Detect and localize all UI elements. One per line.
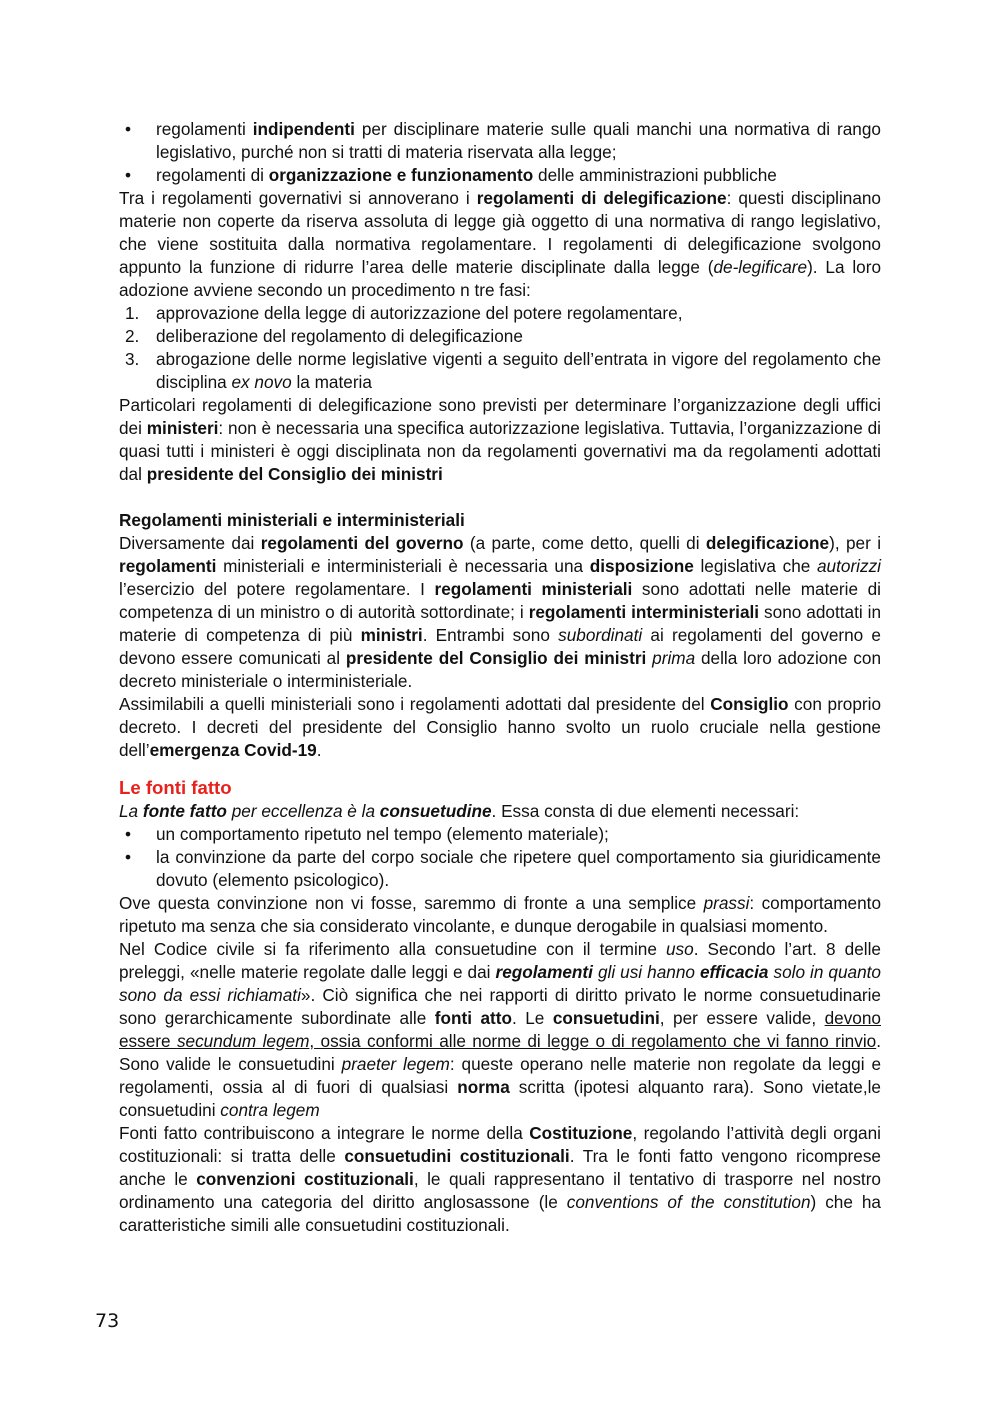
page-body — [119, 118, 881, 1237]
section-title-ministerial: Regolamenti ministeriali e interministeriali — [119, 510, 465, 530]
page-number: 73 — [95, 1310, 120, 1332]
custom-elements-list — [119, 823, 881, 892]
procedure-steps-list — [119, 302, 881, 394]
list-item: • regolamenti indipendenti per disciplinare materie sulle quali manchi una normativa di rango legislativo, purché non si tratti di materia riservata alla legge; — [119, 118, 881, 164]
paragraph-delegification: Tra i regolamenti governativi si annoverano i regolamenti di delegificazione: questi disciplinano materie non coperte da riserva assoluta di legge già oggetto di una normativa di rango legislativo, che viene sostituita dalla normativa regolamentare. I regolamenti di delegificazione svolgono appunto la funzione di ridurre l’area delle materie disciplinate dalla legge (de-legificare). La loro adozione avviene secondo un procedimento n tre fasi: — [119, 188, 882, 300]
section-title-fonti-fatto: Le fonti fatto — [119, 777, 232, 798]
list-item: • un comportamento ripetuto nel tempo (elemento materiale); — [119, 823, 881, 846]
list-item: 1. approvazione della legge di autorizzazione del potere regolamentare, — [125, 303, 683, 323]
independent-regulations-list — [119, 118, 881, 187]
paragraph-ministerial: Diversamente dai regolamenti del governo (a parte, come detto, quelli di delegificazione), per i regolamenti ministeriali e interministeriali è necessaria una disposizione legislativa che autorizzi l’esercizio del potere regolamentare. I regolamenti ministeriali sono adottati nelle materie di competenza di un ministro o di autorità sottordinate; i regolamenti interministeriali sono adottati in materie di competenza di più ministri. Entrambi sono subordinati ai regolamenti del governo e devono essere comunicati al presidente del Consiglio dei ministri prima della loro adozione con decreto ministeriale o interministeriale. — [119, 533, 882, 691]
list-item: • la convinzione da parte del corpo sociale che ripetere quel comportamento sia giuridicamente dovuto (elemento psicologico). — [119, 846, 881, 892]
list-item: • regolamenti di organizzazione e funzionamento delle amministrazioni pubbliche — [119, 164, 881, 187]
paragraph-constitutional-customs: Fonti fatto contribuiscono a integrare le norme della Costituzione, regolando l’attività degli organi costituzionali: si tratta delle consuetudini costituzionali. Tra le fonti fatto vengono ricomprese anche le convenzioni costituzionali, le quali rappresentano il tentativo di trasporre nel nostro ordinamento una categoria del diritto anglosassone (le conventions of the constitution) che ha caratteristiche simili alle consuetudini costituzionali. — [119, 1123, 881, 1235]
paragraph-council-decrees: Assimilabili a quelli ministeriali sono i regolamenti adottati dal presidente del Consiglio con proprio decreto. I decreti del presidente del Consiglio hanno svolto un ruolo cruciale nella gestione dell’emergenza Covid-19. — [119, 694, 882, 760]
list-item: 2. deliberazione del regolamento di delegificazione — [125, 326, 523, 346]
paragraph-civil-code: Nel Codice civile si fa riferimento alla consuetudine con il termine uso. Secondo l’art. 8 delle preleggi, «nelle materie regolate dalle leggi e dai regolamenti gli usi hanno efficacia solo in quanto sono da essi richiamati». Ciò significa che nei rapporti di diritto privato le norme consuetudinarie sono gerarchicamente subordinate alle fonti atto. Le consuetudini, per essere valide, devono essere secundum legem, ossia conformi alle norme di legge o di regolamento che vi fanno rinvio. Sono valide le consuetudini praeter legem: queste operano nelle materie non regolate da leggi e regolamenti, ossia al di fuori di qualsiasi norma scritta (ipotesi alquanto rara). Sono vietate,le consuetudini contra legem — [119, 939, 882, 1120]
paragraph-ministries: Particolari regolamenti di delegificazione sono previsti per determinare l’organizzazione degli uffici dei ministeri: non è necessaria una specifica autorizzazione legislativa. Tuttavia, l’organizzazione di quasi tutti i ministeri è oggi disciplinata non da regolamenti governativi ma da regolamenti adottati dal presidente del Consiglio dei ministri — [119, 395, 881, 484]
paragraph-custom-intro: La fonte fatto per eccellenza è la consuetudine. Essa consta di due elementi necessari: — [119, 801, 800, 821]
paragraph-prassi: Ove questa convinzione non vi fosse, saremmo di fronte a una semplice prassi: comportamento ripetuto ma senza che sia considerato vincolante, e dunque derogabile in qualsiasi momento. — [119, 893, 882, 936]
list-item: 3. abrogazione delle norme legislative vigenti a seguito dell’entrata in vigore del regolamento che disciplina ex novo la materia — [125, 349, 881, 392]
